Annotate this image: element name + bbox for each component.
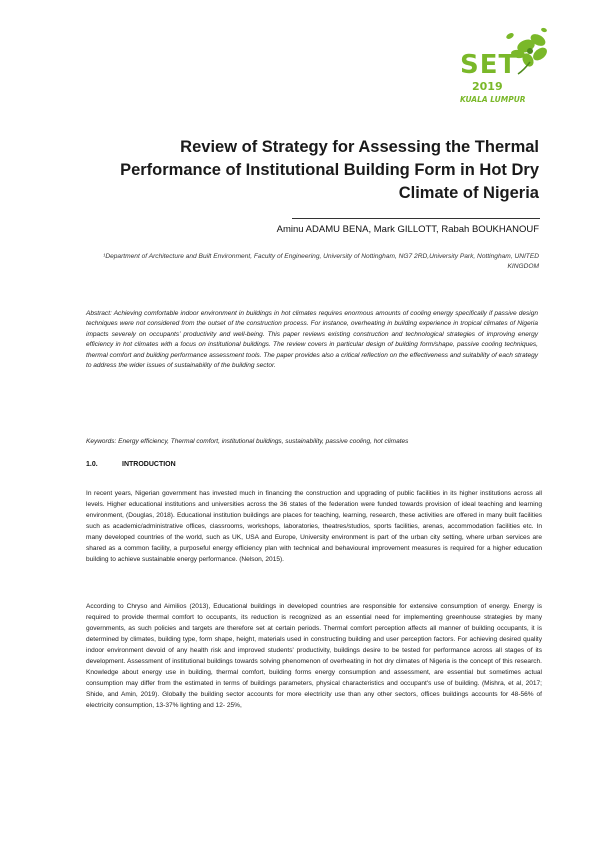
section-number: 1.0. — [86, 461, 98, 468]
abstract: Abstract: Achieving comfortable indoor environment in buildings in hot climates requires enormous amounts of cooling energy specifically if passive design techniques were not considered from the outset of the construction process. For instance, overheating in building experience in tropical climates of Nigeria impacts severely on occupants’ productivity and well-being. This paper reviews existing construction and technological strategies of improving energy efficiency in hot climates with a focus on institutional buildings. The review covers in particular design of building form/shape, passive cooling techniques, thermal comfort and building performance assessment tools. The paper provides also a critical reflection on the effectiveness and suitability of each strategy to address the wider issues of sustainability of the building sector. — [86, 310, 538, 370]
section-title: INTRODUCTION — [122, 461, 176, 468]
body-paragraph: In recent years, Nigerian government has invested much in financing the construction and upgrading of public facilities in its higher institutions across all levels. Higher educational institutions and universities across the 36 states of the federation were funded towards provision of ideal teaching and learning environment, (Douglas, 2018). Educational institution buildings are places for teaching, learning, research, these activities are offered in many built facilities such as academic/administrative offices, classrooms, workshops, laboratories, theatres/studios, sports facilities, arenas, accommodation facilities etc. In many developed countries of the world, such as UK, USA and Europe, University environment is part of the urban city setting, where urban services are shared as a common facility, a purposeful energy efficiency plan with technical and behavioural improvement measures is required for a higher education building to achieve sustainable energy performance. (Nelson, 2015). — [86, 490, 542, 563]
title-divider — [292, 218, 540, 219]
conference-logo — [448, 22, 556, 112]
logo-city: KUALA LUMPUR — [460, 95, 526, 104]
section-heading — [86, 461, 176, 468]
logo-year: 2019 — [472, 80, 503, 93]
paper-title: Review of Strategy for Assessing the Thermal Performance of Institutional Building Form in Hot Dry Climate of Nigeria — [120, 138, 539, 202]
author-list: Aminu ADAMU BENA, Mark GILLOTT, Rabah BOUKHANOUF — [276, 224, 539, 235]
logo-set-text: SET — [460, 50, 518, 80]
keywords: Keywords: Energy efficiency, Thermal comfort, institutional buildings, sustainability, passive cooling, hot climates — [86, 438, 409, 445]
body-paragraph: According to Chryso and Aimilios (2013), Educational buildings in developed countries are responsible for extensive consumption of energy. Energy is required to provide thermal comfort to occupants, its reduction is recognized as an essential need for implementing greenhouse strategies by many governments, as such policies and targets are therefore set at certain periods. Thermal comfort perception affects all manner of building occupants, it is determined by climates, building type, form shape, height, materials used in constructing building and user perception factors. For achieving desired quality indoor environment devoid of any health risk and improved students' productivity, buildings desire to be tested for performance across all stages of its development. Assessment of institutional buildings towards solving phenomenon of overheating in hot dry climates of Nigeria is the concept of this research. Knowledge about energy use in building, thermal comfort, building forms energy consumption and assessment, are essential but sometimes actual consumption may differ from the estimated in terms of buildings parameters, physical characteristics and occupant's use of building. (Mishra, et al, 2017; Shide, and Amin, 2019). Globally the building sector accounts for more electricity use than any other sectors, offices buildings accounts for 48-56% of electricity consumption, 13-37% lighting and 12- 25%, — [86, 603, 542, 709]
affiliation: ¹Department of Architecture and Built Environment, Faculty of Engineering, University of Nottingham, NG7 2RD,University Park, Nottingham, UNITED KINGDOM — [103, 253, 539, 270]
